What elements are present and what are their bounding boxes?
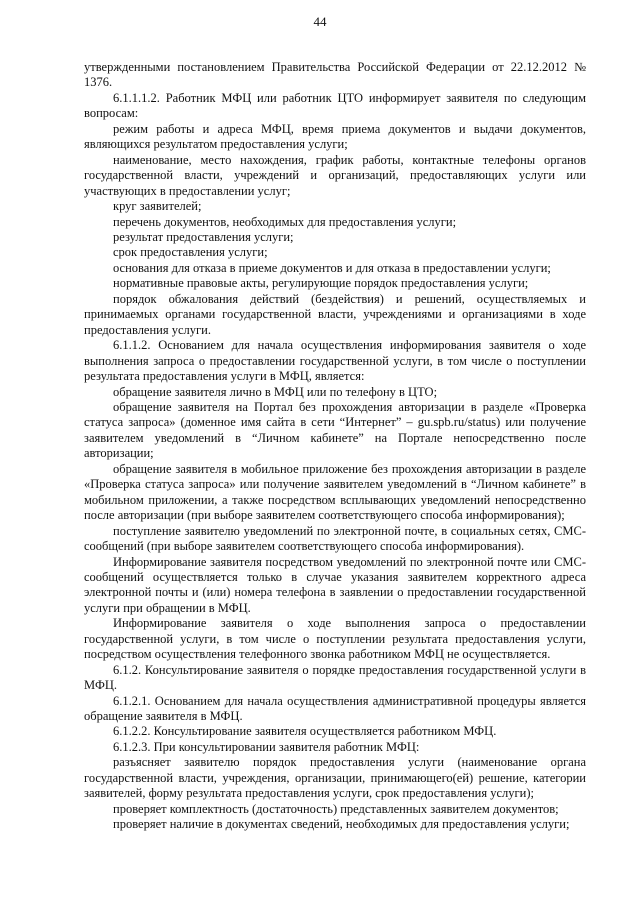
paragraph: проверяет комплектность (достаточность) представленных заявителем документов; <box>113 801 559 816</box>
paragraph: утвержденными постановлением Правительства Российской Федерации от 22.12.2012 № 1376. <box>84 60 586 90</box>
document-body <box>84 60 586 833</box>
paragraph: Информирование заявителя посредством уведомлений по электронной почте или СМС-сообщений осуществляется только в случае указания заявителем корректного адреса электронной почты и (или) номера телефона в заявлении о предоставлении государственной услуги при обращении в МФЦ. <box>84 554 586 615</box>
paragraph: 6.1.1.2. Основанием для начала осуществления информирования заявителя о ходе выполнения запроса о предоставлении государственной услуги, в том числе о поступлении результата предоставления услуги в МФЦ, является: <box>84 338 586 384</box>
paragraph: 6.1.2. Консультирование заявителя о порядке предоставления государственной услуги в МФЦ. <box>84 662 586 693</box>
paragraph: 6.1.2.2. Консультирование заявителя осуществляется работником МФЦ. <box>113 724 497 739</box>
paragraph: 6.1.2.3. При консультировании заявителя работник МФЦ: <box>113 739 420 754</box>
paragraph: обращение заявителя на Портал без прохождения авторизации в разделе «Проверка статуса запроса» (доменное имя сайта в сети “Интернет” – gu.spb.ru/status) или получение заявителем уведомлений в “Личном кабинете” на Портале непосредственно после авторизации; <box>84 399 586 461</box>
paragraph: нормативные правовые акты, регулирующие порядок предоставления услуги; <box>113 276 529 291</box>
paragraph: 6.1.1.1.2. Работник МФЦ или работник ЦТО информирует заявителя по следующим вопросам: <box>84 90 586 121</box>
paragraph: проверяет наличие в документах сведений, необходимых для предоставления услуги; <box>113 817 570 832</box>
paragraph: круг заявителей; <box>113 199 202 214</box>
paragraph: срок предоставления услуги; <box>113 245 268 260</box>
paragraph: основания для отказа в приеме документов и для отказа в предоставлении услуги; <box>113 260 551 275</box>
paragraph: разъясняет заявителю порядок предоставления услуги (наименование органа государственной власти, учреждения, организации, принимающего(ей) решение, категории заявителей, форму результата предоставления услуги, срок предоставления услуги); <box>84 755 586 801</box>
paragraph: обращение заявителя лично в МФЦ или по телефону в ЦТО; <box>113 384 438 399</box>
paragraph: 6.1.2.1. Основанием для начала осуществления административной процедуры является обращение заявителя в МФЦ. <box>84 693 586 724</box>
paragraph: Информирование заявителя о ходе выполнения запроса о предоставлении государственной услуги, в том числе о поступлении результата предоставления услуги, посредством осуществления телефонного звонка работником МФЦ не осуществляется. <box>84 616 586 662</box>
paragraph: режим работы и адреса МФЦ, время приема документов и выдачи документов, являющихся результатом предоставления услуги; <box>84 121 586 152</box>
paragraph: поступление заявителю уведомлений по электронной почте, в социальных сетях, СМС-сообщений (при выборе заявителем соответствующего способа информирования). <box>84 523 586 554</box>
page-number: 44 <box>313 14 327 29</box>
paragraph: перечень документов, необходимых для предоставления услуги; <box>113 214 457 229</box>
paragraph: наименование, место нахождения, график работы, контактные телефоны органов государственной власти, учреждений и организаций, предоставляющих услуги или участвующих в предоставлении услуг; <box>84 152 586 198</box>
paragraph: результат предоставления услуги; <box>113 229 294 244</box>
paragraph: порядок обжалования действий (бездействия) и решений, осуществляемых и принимаемых органами государственной власти, учреждениями и организациями в ходе предоставления услуги. <box>84 291 586 337</box>
paragraph: обращение заявителя в мобильное приложение без прохождения авторизации в разделе «Проверка статуса запроса» или получение заявителем уведомлений в “Личном кабинете” в мобильном приложении, а также посредством всплывающих уведомлений непосредственно после авторизации (при выборе заявителем соответствующего способа информирования); <box>84 461 586 523</box>
